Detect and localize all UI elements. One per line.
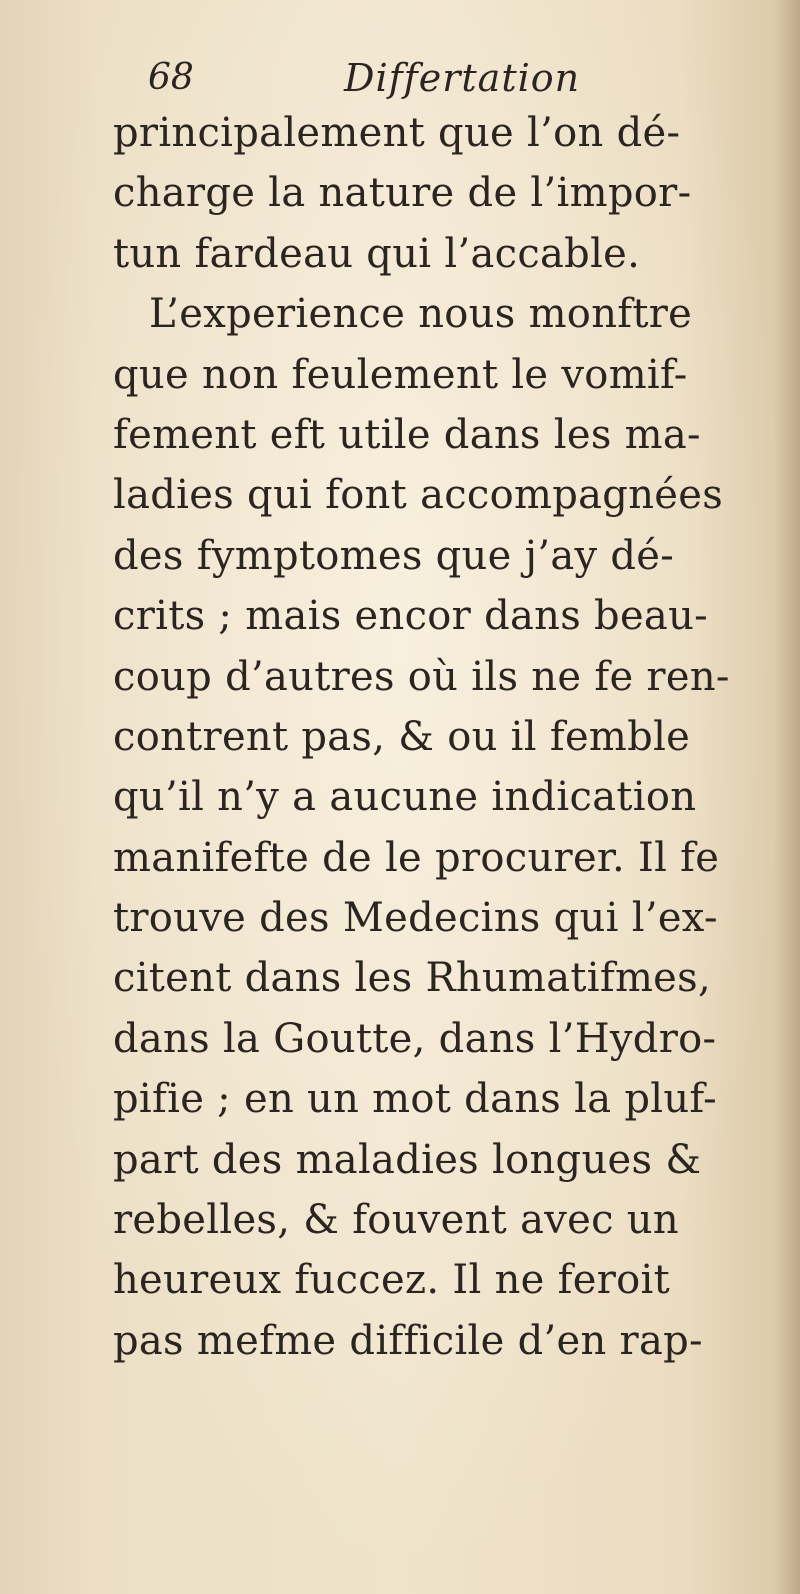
text-line: charge la nature de l’impor- bbox=[113, 170, 692, 217]
text-line: dans la Goutte, dans l’Hydro- bbox=[113, 1015, 717, 1062]
paragraph-start-line: L’experience nous monftre bbox=[149, 291, 693, 338]
text-line: coup d’autres où ils ne fe ren- bbox=[113, 653, 730, 700]
text-line: heureux fuccez. Il ne feroit bbox=[113, 1257, 670, 1304]
page-number: 68 bbox=[148, 57, 194, 98]
text-line: part des maladies longues & bbox=[113, 1136, 702, 1183]
text-line: tun fardeau qui l’accable. bbox=[113, 230, 641, 277]
running-head: Differtation bbox=[344, 56, 581, 100]
text-line: contrent pas, & ou il femble bbox=[113, 713, 691, 760]
page-header bbox=[148, 52, 668, 104]
text-line: qu’il n’y a aucune indication bbox=[113, 774, 697, 821]
text-line: ladies qui font accompagnées bbox=[113, 472, 724, 519]
text-line: manifefte de le procurer. Il fe bbox=[113, 834, 720, 881]
text-line: principalement que l’on dé- bbox=[113, 110, 681, 156]
text-line: pifie ; en un mot dans la pluf- bbox=[113, 1076, 717, 1123]
text-line: que non feulement le vomif- bbox=[113, 351, 688, 398]
text-line: des fymptomes que j’ay dé- bbox=[113, 532, 675, 579]
text-line: crits ; mais encor dans beau- bbox=[113, 593, 708, 640]
text-line: rebelles, & fouvent avec un bbox=[113, 1197, 679, 1244]
text-line: trouve des Medecins qui l’ex- bbox=[113, 895, 718, 942]
body-text bbox=[113, 103, 800, 1371]
text-line: fement eft utile dans les ma- bbox=[113, 411, 701, 458]
text-line: pas mefme difficile d’en rap- bbox=[113, 1317, 703, 1364]
text-line: citent dans les Rhumatifmes, bbox=[113, 955, 711, 1002]
